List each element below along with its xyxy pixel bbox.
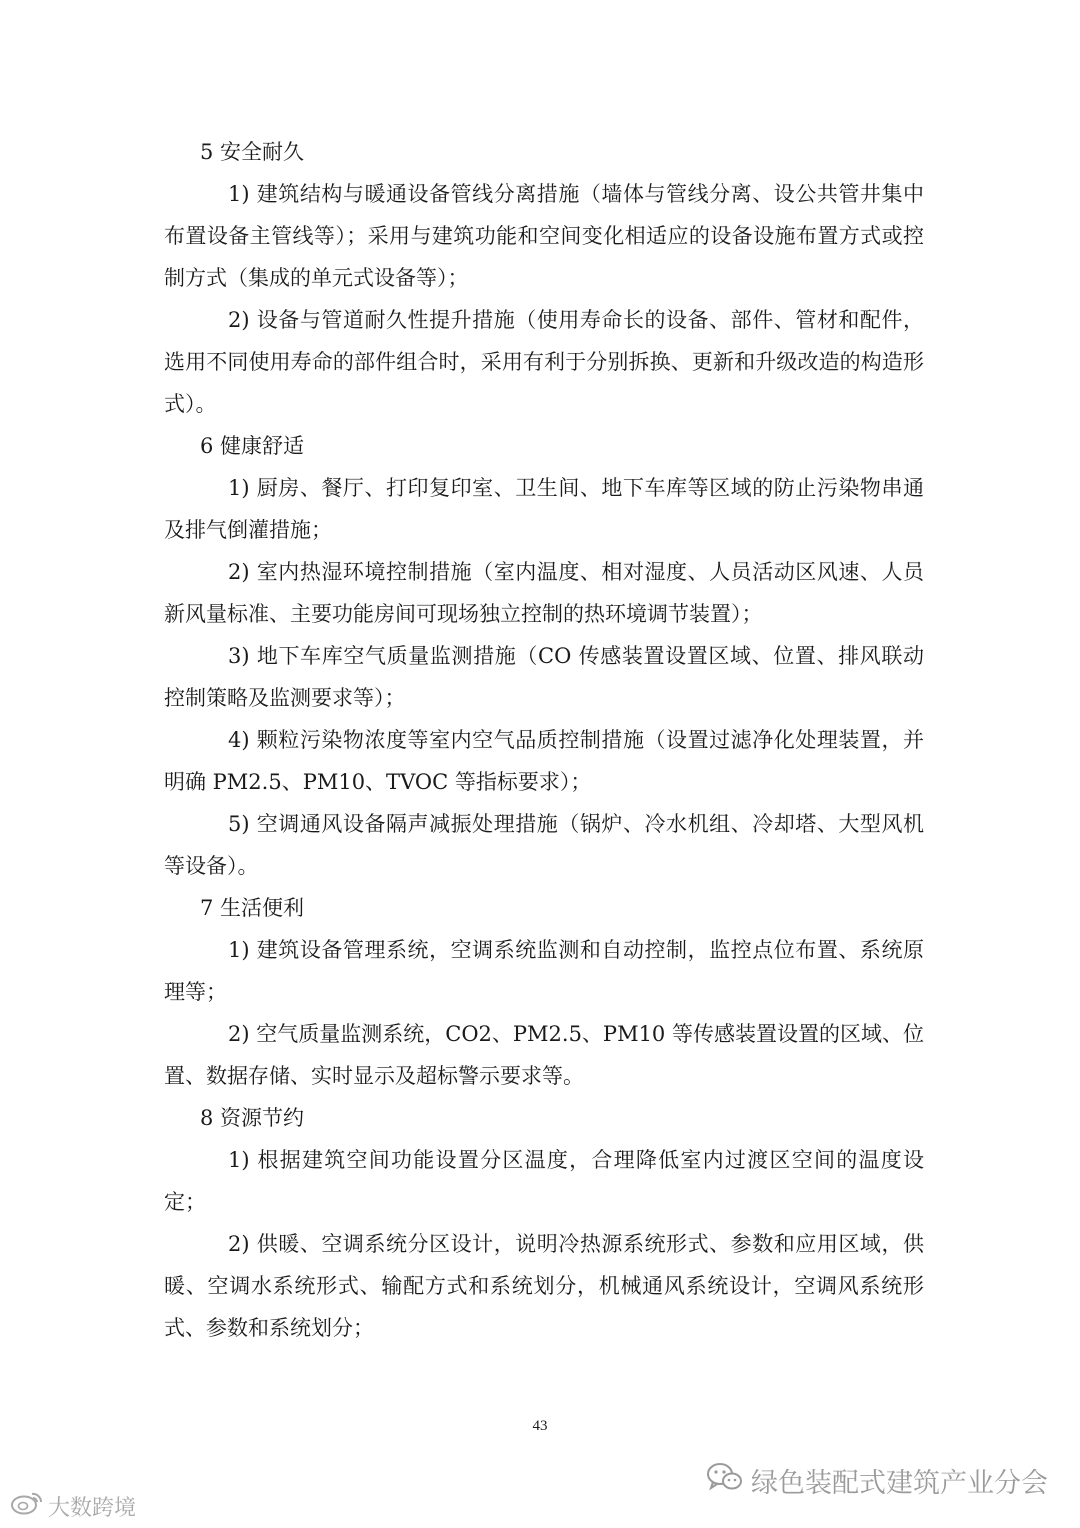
section-6 <box>164 425 924 887</box>
paragraph: 1) 建筑设备管理系统，空调系统监测和自动控制，监控点位布置、系统原理等； <box>164 938 924 1004</box>
section-8 <box>164 1097 924 1349</box>
paragraph: 1) 建筑结构与暖通设备管线分离措施（墙体与管线分离、设公共管井集中布置设备主管线等）；采用与建筑功能和空间变化相适应的设备设施布置方式或控制方式（集成的单元式设备等）； <box>164 182 924 290</box>
section-heading: 7 生活便利 <box>200 896 305 920</box>
watermark-source-name: 大数跨境 <box>48 1495 137 1521</box>
paragraph: 2) 设备与管道耐久性提升措施（使用寿命长的设备、部件、管材和配件，选用不同使用寿命的部件组合时，采用有利于分别拆换、更新和升级改造的构造形式）。 <box>164 308 924 416</box>
paragraph: 1) 根据建筑空间功能设置分区温度，合理降低室内过渡区空间的温度设定； <box>164 1148 924 1214</box>
paragraph: 1) 厨房、餐厅、打印复印室、卫生间、地下车库等区域的防止污染物串通及排气倒灌措施； <box>164 476 924 542</box>
wechat-icon <box>705 1460 745 1501</box>
paragraph: 5) 空调通风设备隔声减振处理措施（锅炉、冷水机组、冷却塔、大型风机等设备）。 <box>164 812 924 878</box>
watermark-account <box>705 1460 1048 1501</box>
paragraph: 4) 颗粒污染物浓度等室内空气品质控制措施（设置过滤净化处理装置，并明确 PM2.5、PM10、TVOC 等指标要求）； <box>164 728 924 794</box>
section-heading: 5 安全耐久 <box>200 140 305 164</box>
watermark-source <box>10 1490 136 1522</box>
watermark-account-name: 绿色装配式建筑产业分会 <box>751 1468 1048 1499</box>
document-body <box>164 131 924 1349</box>
section-heading: 8 资源节约 <box>200 1106 305 1130</box>
paragraph: 2) 供暖、空调系统分区设计，说明冷热源系统形式、参数和应用区域，供暖、空调水系统形式、输配方式和系统划分，机械通风系统设计，空调风系统形式、参数和系统划分； <box>164 1232 924 1340</box>
paragraph: 3) 地下车库空气质量监测措施（CO 传感装置设置区域、位置、排风联动控制策略及监测要求等）； <box>164 644 924 710</box>
paragraph: 2) 室内热湿环境控制措施（室内温度、相对湿度、人员活动区风速、人员新风量标准、主要功能房间可现场独立控制的热环境调节装置）； <box>164 560 924 626</box>
paragraph: 2) 空气质量监测系统，CO2、PM2.5、PM10 等传感装置设置的区域、位置、数据存储、实时显示及超标警示要求等。 <box>164 1022 924 1088</box>
page-number: 43 <box>532 1418 548 1434</box>
section-5 <box>164 131 924 425</box>
section-heading: 6 健康舒适 <box>200 434 305 458</box>
weibo-icon <box>10 1490 44 1522</box>
section-7 <box>164 887 924 1097</box>
